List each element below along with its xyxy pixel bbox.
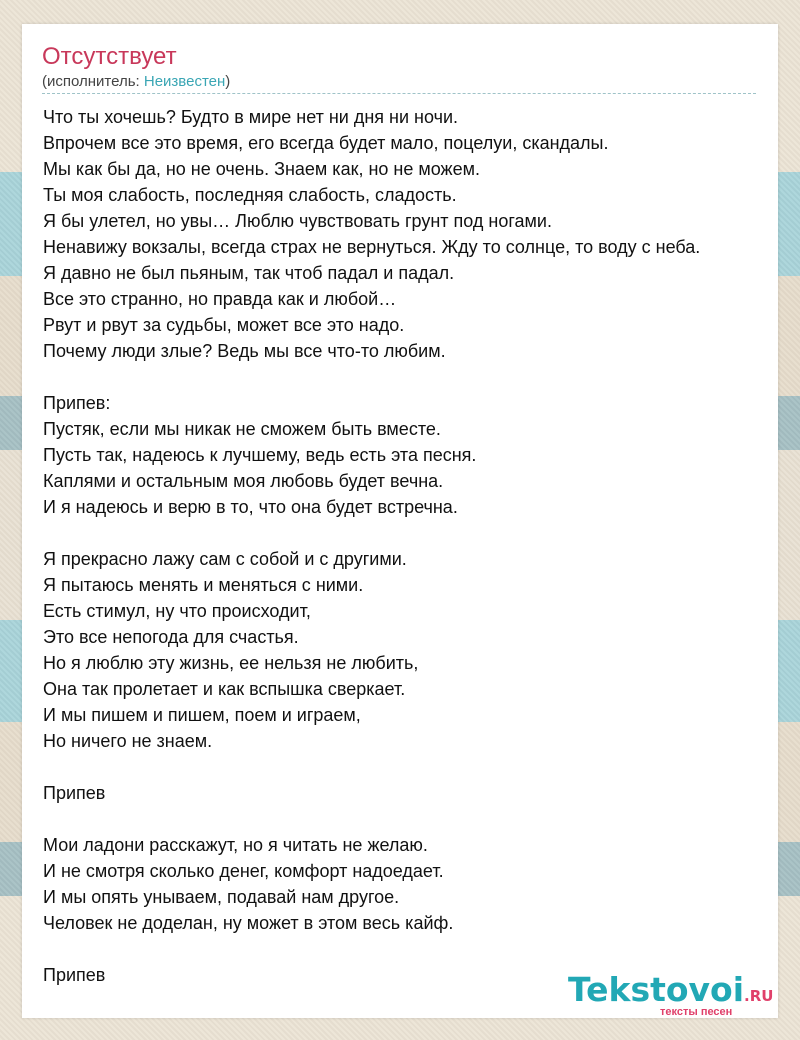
lyrics-line: Почему люди злые? Ведь мы все что-то любим. [43,341,446,361]
lyrics-line: Что ты хочешь? Будто в мире нет ни дня ни ночи. [43,107,459,127]
lyrics-blank-line [43,936,800,962]
lyrics-blank-line [43,520,800,546]
lyrics-line: Я бы улетел, но увы… Люблю чувствовать грунт под ногами. [43,211,552,231]
lyrics-blank-line [43,754,800,780]
lyrics-line: Человек не доделан, ну может в этом весь кайф. [43,913,454,933]
chorus-label: Припев [43,783,106,803]
performer-link[interactable]: Неизвестен [143,73,226,90]
lyrics-line: И мы пишем и пишем, поем и играем, [43,705,361,725]
lyrics-line: Каплями и остальным моя любовь будет вечна. [43,471,444,491]
logo-tld: .RU [744,987,774,1005]
lyrics-line: Ненавижу вокзалы, всегда страх не вернуться. Жду то солнце, то воду с неба. [43,237,701,257]
lyrics-line: Все это странно, но правда как и любой… [43,289,397,309]
lyrics-line: Пустяк, если мы никак не сможем быть вместе. [43,419,441,439]
lyrics-line: Впрочем все это время, его всегда будет мало, поцелуи, скандалы. [43,133,609,153]
lyrics-line: Я прекрасно лажу сам с собой и с другими. [43,549,407,569]
lyrics-line: Мы как бы да, но не очень. Знаем как, но не можем. [43,159,480,179]
lyrics-line: Рвут и рвут за судьбы, может все это надо. [43,315,405,335]
lyrics-line: Пусть так, надеюсь к лучшему, ведь есть эта песня. [43,445,477,465]
title-divider [42,93,756,94]
lyrics-line: И я надеюсь и верю в то, что она будет встречна. [43,497,458,517]
lyrics-line: Я пытаюсь менять и меняться с ними. [43,575,364,595]
lyrics-line: Ты моя слабость, последняя слабость, сладость. [43,185,457,205]
chorus-label: Припев: [43,393,111,413]
lyrics-card [22,24,778,1018]
lyrics-line: Это все непогода для счастья. [43,627,299,647]
logo-tagline: тексты песен [660,1006,733,1018]
lyrics-blank-line [43,806,800,832]
song-title: Отсутствует [42,43,177,70]
lyrics-blank-line [43,364,800,390]
performer-prefix: (исполнитель: [42,73,144,90]
lyrics-line: Есть стимул, ну что происходит, [43,601,311,621]
logo-wordmark: Tekstovoi [568,970,745,1009]
lyrics-line: И не смотря сколько денег, комфорт надоедает. [43,861,444,881]
lyrics-line: Но я люблю эту жизнь, ее нельзя не любить, [43,653,419,673]
chorus-label: Припев [43,965,106,985]
performer-line [42,73,230,90]
lyrics-text [43,104,800,988]
performer-suffix: ) [225,73,231,90]
site-logo[interactable] [568,970,778,1020]
lyrics-line: Она так пролетает и как вспышка сверкает. [43,679,406,699]
lyrics-line: Но ничего не знаем. [43,731,213,751]
lyrics-line: Мои ладони расскажут, но я читать не желаю. [43,835,428,855]
lyrics-line: Я давно не был пьяным, так чтоб падал и падал. [43,263,455,283]
lyrics-line: И мы опять унываем, подавай нам другое. [43,887,400,907]
